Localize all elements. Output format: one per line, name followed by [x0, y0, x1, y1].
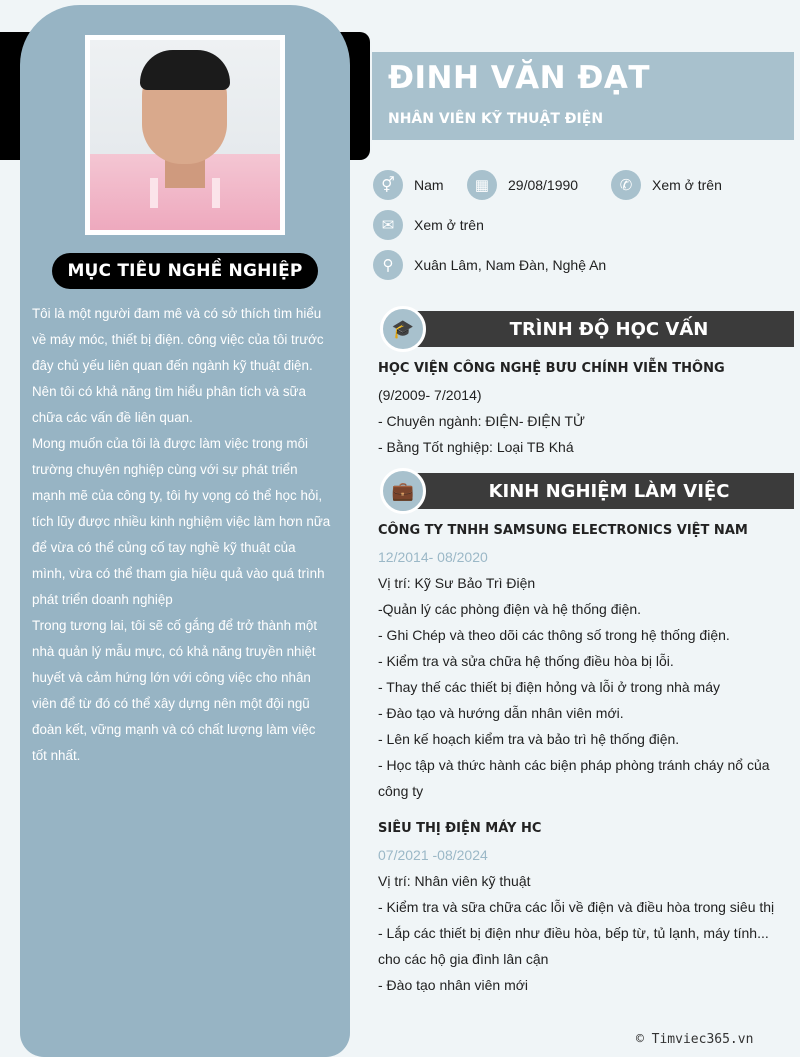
- job-title: NHÂN VIÊN KỸ THUẬT ĐIỆN: [388, 111, 604, 127]
- goal-line: trường chuyên nghiệp cùng với sự phát triển: [32, 462, 298, 477]
- goal-line: tích lũy được nhiều kinh nghiệm việc làm hơn nữa: [32, 514, 331, 529]
- job-duty: - Kiểm tra và sửa chữa hệ thống điều hòa bị lỗi.: [378, 653, 674, 669]
- goal-line: viên để từ đó có thể xây dựng nên một đội ngũ: [32, 696, 310, 711]
- gender-value: Nam: [414, 177, 444, 193]
- profile-photo: [90, 40, 280, 230]
- name-header: [372, 52, 794, 140]
- job-duty: - Lên kế hoạch kiểm tra và bảo trì hệ thống điện.: [378, 731, 680, 747]
- birthday-row: [467, 170, 578, 200]
- watermark: © Timviec365.vn: [636, 1032, 754, 1047]
- goal-line: đoàn kết, vững mạnh và có chất lượng làm việc: [32, 722, 316, 737]
- job-duty: - Ghi Chép và theo dõi các thông số trong hệ thống điện.: [378, 627, 730, 643]
- job-duty: - Thay thế các thiết bị điện hỏng và lỗi ở trong nhà máy: [378, 679, 721, 695]
- briefcase-icon: 💼: [380, 468, 426, 514]
- job-duty: công ty: [378, 783, 424, 799]
- sidebar: [20, 5, 350, 1057]
- job-duty: - Đào tạo và hướng dẫn nhân viên mới.: [378, 705, 624, 721]
- school-name: HỌC VIỆN CÔNG NGHỆ BƯU CHÍNH VIỄN THÔNG: [378, 361, 725, 376]
- company-name: CÔNG TY TNHH SAMSUNG ELECTRONICS VIỆT NAM: [378, 523, 748, 538]
- job-block-2: [378, 816, 778, 998]
- goal-line: nhà quản lý mẫu mực, có khả năng truyền nhiệt: [32, 644, 316, 659]
- address-value: Xuân Lâm, Nam Đàn, Nghệ An: [414, 257, 607, 273]
- job-duty: - Lắp các thiết bị điện như điều hòa, bếp từ, tủ lạnh, máy tính...: [378, 925, 769, 941]
- job-position: Vị trí: Nhân viên kỹ thuật: [378, 873, 531, 889]
- phone-value: Xem ở trên: [652, 177, 722, 193]
- goal-line: huyết và cảm hứng lớn với công việc cho nhân: [32, 670, 311, 685]
- candidate-name: ĐINH VĂN ĐẠT: [388, 60, 651, 96]
- phone-icon: ✆: [611, 170, 641, 200]
- goal-line: về máy móc, thiết bị điện. công việc của tôi trước: [32, 332, 324, 347]
- graduation-cap-icon: 🎓: [380, 306, 426, 352]
- goal-line: tốt nhất.: [32, 748, 81, 763]
- education-period: (9/2009- 7/2014): [378, 387, 482, 403]
- goal-line: Tôi là một người đam mê và có sở thích tìm hiểu: [32, 306, 322, 321]
- experience-title: KINH NGHIỆM LÀM VIỆC: [402, 473, 794, 509]
- gender-icon: ⚥: [373, 170, 403, 200]
- education-title: TRÌNH ĐỘ HỌC VẤN: [402, 311, 794, 347]
- education-major: - Chuyên ngành: ĐIỆN- ĐIỆN TỬ: [378, 413, 585, 429]
- job-duty: - Kiểm tra và sữa chữa các lỗi về điện và điều hòa trong siêu thị: [378, 899, 775, 915]
- goal-line: mạnh mẽ của công ty, tôi hy vọng có thể học hỏi,: [32, 488, 323, 503]
- job-duty: - Học tập và thức hành các biện pháp phòng tránh cháy nổ của: [378, 757, 770, 773]
- job-duty: - Đào tạo nhân viên mới: [378, 977, 529, 993]
- job-duty: cho các hộ gia đình lân cận: [378, 951, 549, 967]
- education-degree: - Bằng Tốt nghiệp: Loại TB Khá: [378, 439, 574, 455]
- education-block: [378, 356, 778, 460]
- calendar-icon: ▦: [467, 170, 497, 200]
- job-position: Vị trí: Kỹ Sư Bảo Trì Điện: [378, 575, 536, 591]
- goal-line: Nên tôi có khả năng tìm hiểu phân tích và sữa: [32, 384, 306, 399]
- gender-row: [373, 170, 444, 200]
- job-period: 12/2014- 08/2020: [378, 549, 488, 565]
- email-row: [373, 210, 484, 240]
- goal-line: đây chủ yếu liên quan đến ngành kỹ thuật điện.: [32, 358, 313, 373]
- company-name: SIÊU THỊ ĐIỆN MÁY HC: [378, 821, 542, 836]
- goal-line: phát triển doanh nghiệp: [32, 592, 173, 607]
- phone-row: [611, 170, 722, 200]
- goal-line: để vừa có thể củng cố tay nghề kỹ thuật của: [32, 540, 296, 555]
- job-block-1: [378, 518, 778, 804]
- goal-line: chữa các vấn đề liên quan.: [32, 410, 193, 425]
- birthday-value: 29/08/1990: [508, 177, 579, 193]
- experience-heading: [380, 471, 794, 507]
- goal-heading: MỤC TIÊU NGHỀ NGHIỆP: [52, 253, 318, 289]
- goal-line: Trong tương lai, tôi sẽ cố gắng để trở thành một: [32, 618, 318, 633]
- email-value: Xem ở trên: [414, 217, 484, 233]
- education-heading: [380, 309, 794, 345]
- goal-line: Mong muốn của tôi là được làm việc trong môi: [32, 436, 309, 451]
- job-duty: -Quản lý các phòng điện và hệ thống điện.: [378, 601, 642, 617]
- location-icon: ⚲: [373, 250, 403, 280]
- goal-line: mình, vừa có thể tham gia hiệu quả vào quá trình: [32, 566, 325, 581]
- job-period: 07/2021 -08/2024: [378, 847, 488, 863]
- mail-icon: ✉: [373, 210, 403, 240]
- address-row: [373, 250, 606, 280]
- goal-text: [32, 301, 338, 769]
- avatar: [85, 35, 285, 235]
